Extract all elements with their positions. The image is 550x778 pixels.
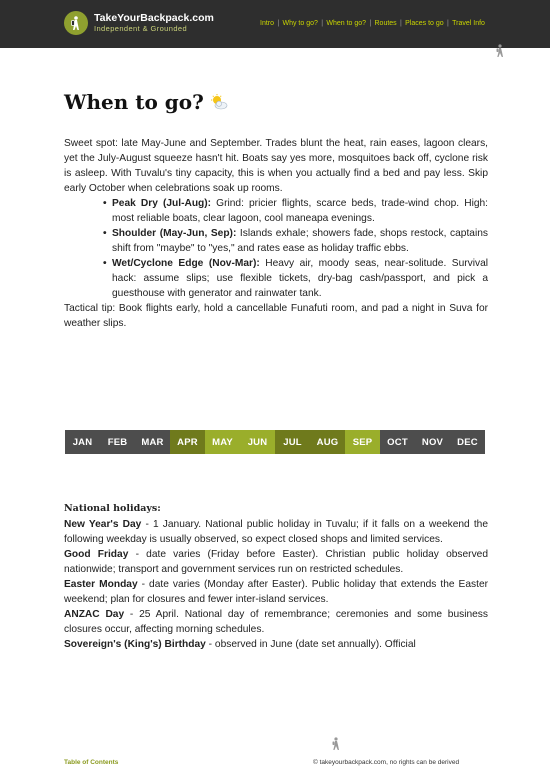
nav-routes[interactable]: Routes bbox=[374, 20, 397, 27]
holiday-item: Good Friday - date varies (Friday before Easter). Christian public holiday observed nationwide; transport and government services run on restricted schedules. bbox=[64, 549, 488, 575]
when-to-go-body bbox=[64, 136, 488, 331]
top-nav: Intro | Why to go? | When to go? | Routes | Places to go | Travel Info bbox=[260, 20, 485, 27]
table-of-contents-link[interactable]: Table of Contents bbox=[64, 759, 119, 766]
month-cell: JUL bbox=[275, 430, 310, 454]
holiday-item: Sovereign's (King's) Birthday - observed in June (date set annually). Official bbox=[64, 639, 416, 650]
month-cell: APR bbox=[170, 430, 205, 454]
month-cell: MAR bbox=[135, 430, 170, 454]
holiday-item: Easter Monday - date varies (Monday after Easter). Public holiday that extends the Easter weekend; plan for closures and fewer inter-island services. bbox=[64, 579, 489, 605]
hiker-icon bbox=[494, 44, 506, 58]
national-holidays bbox=[64, 501, 488, 652]
season-item: • Wet/Cyclone Edge (Nov-Mar): Heavy air, moody seas, near-solitude. Survival hack: assume slips; use flexible tickets, dry-bag cash/passport, and pick a guesthouse with generator and rainwater tank. bbox=[112, 256, 488, 301]
month-cell: FEB bbox=[100, 430, 135, 454]
month-cell: OCT bbox=[380, 430, 415, 454]
footer-copyright: © takeyourbackpack.com, no rights can be derived bbox=[313, 759, 460, 766]
season-item: • Peak Dry (Jul-Aug): Grind: pricier flights, scarce beds, trade-wind chop. High: most reliable boats, clear lagoon, cool maneapa evenings. bbox=[112, 196, 488, 226]
brand-tagline: Independent & Grounded bbox=[94, 24, 188, 33]
month-cell: NOV bbox=[415, 430, 450, 454]
page-header bbox=[0, 0, 550, 48]
tactical-tip: Tactical tip: Book flights early, hold a cancellable Funafuti room, and pad a night in Suva for weather slips. bbox=[64, 303, 488, 329]
hiker-icon bbox=[330, 737, 342, 751]
month-cell: DEC bbox=[450, 430, 485, 454]
nav-places-to-go[interactable]: Places to go bbox=[405, 20, 444, 27]
month-cell: JAN bbox=[65, 430, 100, 454]
season-item: • Shoulder (May-Jun, Sep): Islands exhale; showers fade, shops restock, captains shift from "maybe" to "yes," and rates ease as holiday traffic ebbs. bbox=[112, 226, 488, 256]
month-bar bbox=[65, 430, 485, 454]
page-title: When to go? bbox=[64, 90, 228, 114]
nav-why-to-go[interactable]: Why to go? bbox=[282, 20, 318, 27]
holiday-item: ANZAC Day - 25 April. National day of remembrance; ceremonies and some business closures occur, affecting morning schedules. bbox=[64, 609, 488, 635]
nav-travel-info[interactable]: Travel Info bbox=[452, 20, 485, 27]
backpacker-logo-icon bbox=[64, 11, 88, 35]
nav-intro[interactable]: Intro bbox=[260, 20, 275, 27]
holidays-heading: National holidays: bbox=[64, 503, 161, 514]
month-cell: AUG bbox=[310, 430, 345, 454]
month-cell: JUN bbox=[240, 430, 275, 454]
brand-name: TakeYourBackpack.com bbox=[94, 12, 214, 24]
intro-paragraph: Sweet spot: late May-June and September. Trades blunt the heat, rain eases, lagoon clears, yet the July-August squeeze hasn't hit. Boats say yes more, mosquitoes back off, cyclone risk is asleep. With Tuvalu's tiny capacity, this is when you actually find a bed and pay less. Skip early October when celebrations soak up rooms. bbox=[64, 138, 488, 194]
nav-when-to-go[interactable]: When to go? bbox=[326, 20, 367, 27]
season-list bbox=[64, 196, 488, 301]
month-cell: SEP bbox=[345, 430, 380, 454]
month-cell: MAY bbox=[205, 430, 240, 454]
holiday-item: New Year's Day - 1 January. National public holiday in Tuvalu; if it falls on a weekend the following weekday is usually observed, so expect closed shops and limited services. bbox=[64, 519, 488, 545]
sun-behind-cloud-icon bbox=[210, 94, 228, 110]
